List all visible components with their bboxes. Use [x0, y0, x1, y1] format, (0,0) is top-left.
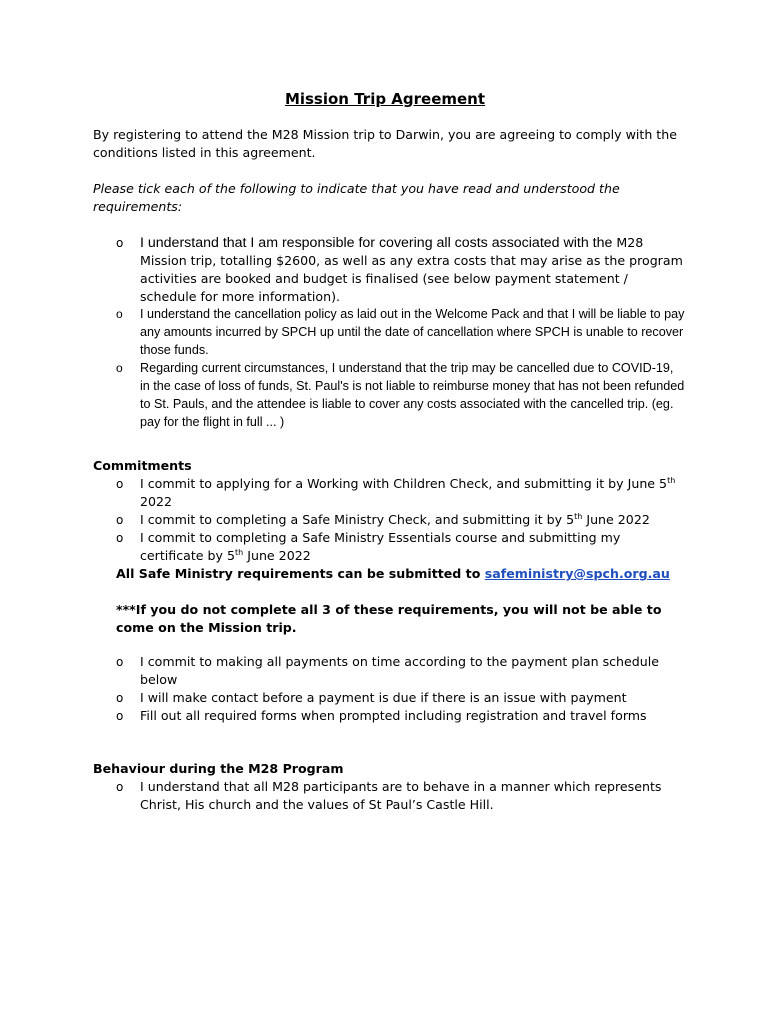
payment-item-forms — [116, 707, 686, 725]
page-title: Mission Trip Agreement — [284, 90, 486, 108]
commitment-essentials-sup: th — [235, 547, 244, 557]
warning-note: ***If you do not complete all 3 of these requirements, you will not be able to come on the Mission trip. — [116, 602, 662, 635]
bullet-icon: o — [116, 655, 124, 669]
email-link[interactable]: safeministry@spch.org.au — [484, 566, 670, 581]
bullet-icon: o — [116, 691, 124, 705]
commitments-heading: Commitments — [93, 458, 192, 473]
bullet-icon: o — [116, 236, 124, 250]
commitment-essentials-post: June 2022 — [247, 548, 311, 563]
payment-commitments-list — [116, 653, 686, 725]
requirement-covid-text: Regarding current circumstances, I understand that the trip may be cancelled due to COVID-19, in the case of loss of funds, St. Paul's is not liable to reimburse money that has not been refunded to St. Pauls, and the attendee is liable to cover any costs associated with the cancelled trip. (eg. pay for the flight in full ... ) — [140, 361, 685, 429]
bullet-icon: o — [116, 780, 124, 794]
bullet-icon: o — [116, 361, 123, 375]
requirement-item-covid — [116, 359, 686, 431]
commitment-wwcc-text: I commit to applying for a Working with Children Check, and submitting it by June 5 — [140, 476, 668, 491]
commitment-check-pre: I commit to completing a Safe Ministry Check, and submitting it by 5 — [140, 512, 575, 527]
commitments-list — [116, 475, 686, 565]
behaviour-list — [116, 778, 686, 814]
instruction-paragraph: Please tick each of the following to indicate that you have read and understood the requirements: — [93, 181, 620, 214]
requirement-item-cancellation — [116, 305, 686, 359]
submission-text: All Safe Ministry requirements can be submitted to — [116, 566, 481, 581]
commitment-wwcc-sup: th — [667, 475, 676, 485]
behaviour-item — [116, 778, 686, 814]
payment-forms-text: Fill out all required forms when prompted including registration and travel forms — [140, 708, 647, 723]
payment-item-contact — [116, 689, 686, 707]
requirement-cancellation-text: I understand the cancellation policy as laid out in the Welcome Pack and that I will be liable to pay any amounts incurred by SPCH up until the date of cancellation where SPCH is unable to recover those funds. — [140, 307, 685, 357]
requirement-cost-part1: I understand that I am responsible for covering all costs associated with the — [140, 235, 613, 251]
commitment-item-wwcc — [116, 475, 686, 511]
bullet-icon: o — [116, 709, 124, 723]
commitment-check-sup: th — [574, 511, 583, 521]
behaviour-text: I understand that all M28 participants are to behave in a manner which represents Christ, His church and the values of St Paul’s Castle Hill. — [140, 779, 662, 812]
commitment-item-safe-ministry-essentials — [116, 529, 686, 565]
requirements-list — [116, 234, 686, 306]
behaviour-heading: Behaviour during the M28 Program — [93, 761, 344, 776]
payment-item-schedule — [116, 653, 686, 689]
commitment-item-safe-ministry-check — [116, 511, 686, 529]
requirement-cost-part2: M28 Mission trip, totalling $2600, as well as any extra costs that may arise as the program activities are booked and budget is finalised (see below payment statement / schedule for more information). — [140, 235, 683, 304]
intro-paragraph: By registering to attend the M28 Mission trip to Darwin, you are agreeing to comply with the conditions listed in this agreement. — [93, 127, 677, 160]
bullet-icon: o — [116, 307, 123, 321]
payment-schedule-text: I commit to making all payments on time according to the payment plan schedule below — [140, 654, 660, 687]
commitment-wwcc-year: 2022 — [140, 494, 173, 509]
submission-note — [116, 565, 686, 583]
payment-contact-text: I will make contact before a payment is due if there is an issue with payment — [140, 690, 627, 705]
bullet-icon: o — [116, 477, 124, 491]
bullet-icon: o — [116, 531, 124, 545]
commitment-essentials-pre: I commit to completing a Safe Ministry Essentials course and submitting my certificate by 5 — [140, 530, 621, 563]
bullet-icon: o — [116, 513, 124, 527]
requirement-item-cost — [116, 234, 686, 306]
commitment-check-post: June 2022 — [586, 512, 650, 527]
requirements-list-2 — [116, 305, 686, 431]
